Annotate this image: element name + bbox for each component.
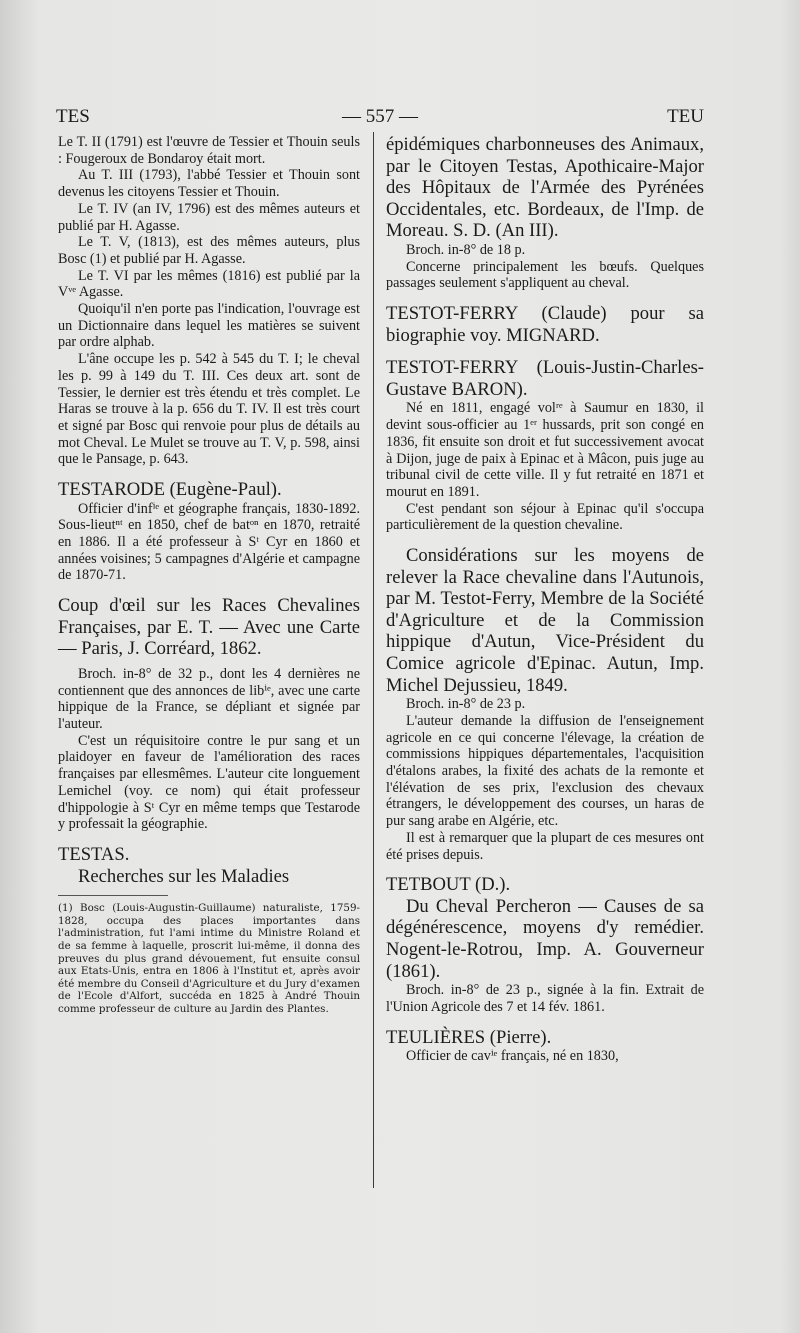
paragraph: Le T. II (1791) est l'œuvre de Tessier et Thouin seuls : Fougeroux de Bondaroy était mort. <box>58 134 360 167</box>
spacer <box>386 863 704 874</box>
paragraph: L'auteur demande la diffusion de l'enseignement agricole en ce qui concerne l'élevage, la création de commissions hippiques départementales, l'acquisition d'étalons arabes, la fixité des achats de la remonte et l'élévation de ses prix, l'exclusion des chevaux étrangers, le développement des courses, un haras de pur sang arabe en Algérie, etc. <box>386 712 704 830</box>
right-column-body <box>386 134 704 1065</box>
paragraph: Né en 1811, engagé volʳᵉ à Saumur en 1830, il devint sous-officier au 1ᵉʳ hussards, prit son congé en 1836, fit ensuite son droit et fut successivement avocat à Dijon, juge de paix à Epinac et à Mâcon, puis juge au tribunal civil de cette ville. Il y fut retraité en 1871 et mourut en 1891. <box>386 400 704 500</box>
paragraph: Broch. in-8° de 18 p. <box>406 241 526 258</box>
entry-heading: TEULIÈRES (Pierre). <box>386 1026 552 1048</box>
spacer <box>386 534 704 545</box>
right-column <box>386 134 704 1065</box>
paragraph: Le T. V, (1813), est des mêmes auteurs, plus Bosc (1) et publié par H. Agasse. <box>58 234 360 267</box>
paragraph: Broch. in-8° de 23 p., signée à la fin. Extrait de l'Union Agricole des 7 et 14 fév. 1861. <box>386 982 704 1015</box>
left-column-body <box>58 134 360 887</box>
paragraph: Au T. III (1793), l'abbé Tessier et Thouin sont devenus les citoyens Tessier et Thouin. <box>58 167 360 201</box>
spacer <box>58 584 360 595</box>
paragraph: Il est à remarquer que la plupart de ces mesures ont été prises depuis. <box>386 829 704 863</box>
paragraph: Quoiqu'il n'en porte pas l'indication, l'ouvrage est un Dictionnaire dans lequel les matières se suivent par ordre alphab. <box>58 301 360 351</box>
footnote-rule <box>58 895 168 896</box>
paragraph: Le T. VI par les mêmes (1816) est publié par la Vᵛᵉ Agasse. <box>58 267 360 301</box>
entry-heading: Recherches sur les Maladies <box>78 865 290 887</box>
spacer <box>58 833 360 844</box>
left-column <box>58 134 360 1016</box>
paragraph: Le T. IV (an IV, 1796) est des mêmes auteurs et publié par H. Agasse. <box>58 200 360 234</box>
running-header <box>56 106 704 132</box>
column-rule <box>373 132 374 1188</box>
paragraph: Officier d'infⁱᵉ et géographe français, 1830-1892. Sous-lieutⁿᵗ en 1850, chef de batᵒⁿ en 1870, retraité en 1886. Il a été professeur à Sᵗ Cyr en 1860 et années voisines; 5 campagnes d'Algérie et campagne de 1870-71. <box>58 500 360 584</box>
paragraph: Concerne principalement les bœufs. Quelques passages seulement s'appliquent au cheval. <box>386 258 704 292</box>
page-number: — 557 — <box>342 106 418 127</box>
entry-heading: TESTOT-FERRY (Claude) pour sa biographie voy. MIGNARD. <box>386 303 704 346</box>
entry-heading: Considérations sur les moyens de relever la Race chevaline dans l'Autunois, par M. Testot-Ferry, Membre de la Société d'Agriculture et de la Commission hippique d'Autun, Vice-Président du Comice agricole d'Epinac. Autun, Imp. Michel Dejussieu, 1849. <box>386 545 704 696</box>
spacer <box>58 468 360 479</box>
header-left: TES <box>56 106 90 127</box>
spacer <box>386 1016 704 1027</box>
entry-heading: TETBOUT (D.). <box>386 874 511 896</box>
spacer <box>386 292 704 303</box>
footnote: (1) Bosc (Louis-Augustin-Guillaume) naturaliste, 1759-1828, occupa des places importantes dans l'administration, fut l'ami intime du Ministre Roland et de sa femme à laquelle, proscrit lui-même, il donna des preuves du plus grand dévouement, fut ensuite consul aux Etats-Unis, entra en 1806 à l'Institut et, après avoir été membre du Conseil d'Agriculture et du Jury d'examen de l'Ecole d'Alfort, succéda en 1825 à André Thouin comme professeur de culture au Jardin des Plantes. <box>58 902 360 1015</box>
entry-heading: TESTARODE (Eugène-Paul). <box>58 479 282 501</box>
header-right: TEU <box>667 106 704 127</box>
paragraph: Broch. in-8° de 23 p. <box>406 696 526 713</box>
entry-heading: Du Cheval Percheron — Causes de sa dégénérescence, moyens d'y remédier. Nogent-le-Rotrou, Imp. A. Gouverneur (1861). <box>386 895 704 982</box>
entry-heading: épidémiques charbonneuses des Animaux, par le Citoyen Testas, Apothicaire-Major des Hôpitaux de l'Armée des Pyrénées Occidentales, etc. Bordeaux, de l'Imp. de Moreau. S. D. (An III). <box>386 134 704 242</box>
spacer <box>386 346 704 357</box>
paragraph: Broch. in-8° de 32 p., dont les 4 dernières ne contiennent que des annonces de libⁱᵉ, avec une carte hippique de la France, se dépliant et signée par l'auteur. <box>58 665 360 733</box>
paragraph: C'est un réquisitoire contre le pur sang et un plaidoyer en faveur de l'amélioration des races françaises par ellesmêmes. L'auteur cite longuement Lemichel (voy. ce nom) qui était professeur d'hippologie à Sᵗ Cyr en même temps que Testarode y professait la géographie. <box>58 732 360 833</box>
entry-heading: Coup d'œil sur les Races Chevalines Françaises, par E. T. — Avec une Carte — Paris, J. Corréard, 1862. <box>58 595 360 660</box>
entry-heading: TESTOT-FERRY (Louis-Justin-Charles-Gustave BARON). <box>386 357 704 400</box>
paragraph: L'âne occupe les p. 542 à 545 du T. I; le cheval les p. 99 à 149 du T. III. Ces deux art. sont de Tessier, le dernier est très étendu et très complet. Le Haras se trouve à la p. 656 du T. IV. Il est très court et signé par Bosc qui renvoie pour plus de détails au mot Cheval. Le Mulet se trouve au T. V, p. 598, ainsi que le Pansage, p. 643. <box>58 351 360 468</box>
paragraph: C'est pendant son séjour à Epinac qu'il s'occupa particulièrement de la question chevaline. <box>386 500 704 534</box>
entry-heading: TESTAS. <box>58 843 130 865</box>
paragraph: Officier de cavⁱᵉ français, né en 1830, <box>406 1048 619 1065</box>
